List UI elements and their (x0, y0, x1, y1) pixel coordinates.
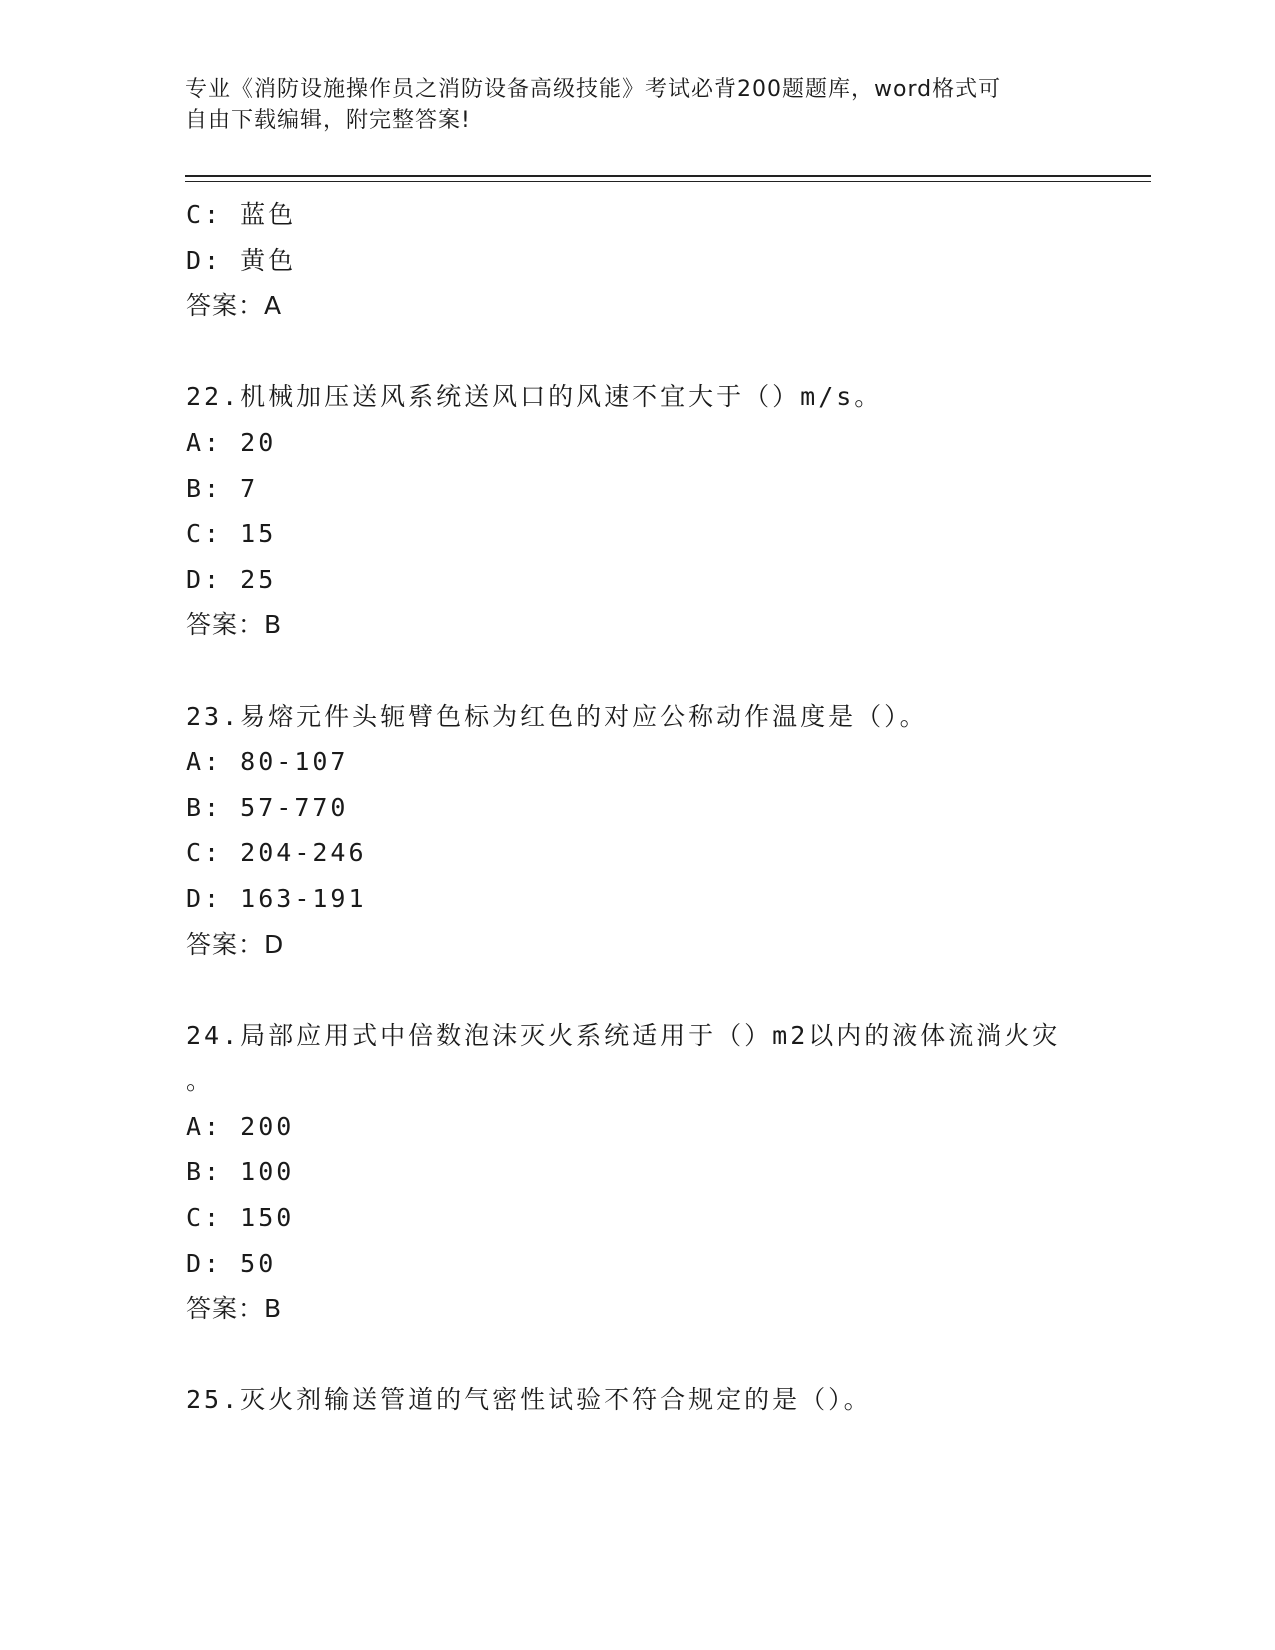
option-d (186, 876, 1146, 922)
option-d (186, 238, 1146, 284)
option-a (186, 420, 1146, 466)
option-b (186, 466, 1146, 512)
answer-line: 答案：A (186, 291, 283, 321)
option-text: 15 (240, 519, 277, 549)
option-text: 163-191 (240, 883, 367, 913)
question-list (186, 192, 1146, 1423)
option-text: 7 (240, 473, 259, 503)
option-label: B: (186, 792, 223, 822)
option-text: 20 (240, 427, 277, 457)
question-stem: 25.灭火剂输送管道的气密性试验不符合规定的是（）。 (186, 1385, 872, 1415)
option-text: 50 (240, 1248, 277, 1278)
spacer (186, 967, 1146, 1013)
option-label: C: (186, 519, 223, 549)
option-a (186, 1104, 1146, 1150)
answer-line: 答案：B (186, 610, 283, 640)
option-text: 蓝色 (240, 200, 297, 229)
option-text: 80-107 (240, 747, 349, 777)
option-d (186, 557, 1146, 603)
option-label: A: (186, 1111, 223, 1141)
option-label: D: (186, 1248, 223, 1278)
option-label: D: (186, 245, 223, 275)
option-c (186, 830, 1146, 876)
option-label: C: (186, 200, 223, 229)
option-c (186, 1195, 1146, 1241)
question-stem: 23.易熔元件头轭臂色标为红色的对应公称动作温度是（）。 (186, 701, 928, 731)
spacer (186, 329, 1146, 375)
header-line-2: 自由下载编辑，附完整答案! (185, 108, 471, 133)
option-label: C: (186, 1203, 223, 1233)
option-c (186, 192, 1146, 238)
spacer (186, 1332, 1146, 1378)
option-b (186, 785, 1146, 831)
document-header (185, 74, 1075, 136)
header-line-1: 专业《消防设施操作员之消防设备高级技能》考试必背200题题库，word格式可 (185, 77, 1002, 102)
question-24 (186, 1013, 1146, 1332)
answer-line: 答案：D (186, 929, 285, 959)
option-c (186, 511, 1146, 557)
option-label: C: (186, 838, 223, 868)
option-b (186, 1149, 1146, 1195)
question-stem: 22.机械加压送风系统送风口的风速不宜大于（）m/s。 (186, 382, 883, 412)
option-text: 57-770 (240, 792, 349, 822)
question-25 (186, 1377, 1146, 1423)
option-label: B: (186, 1157, 223, 1187)
spacer (186, 648, 1146, 694)
option-text: 200 (240, 1111, 295, 1141)
question-21-tail (186, 192, 1146, 329)
option-label: D: (186, 883, 223, 913)
option-text: 25 (240, 564, 277, 594)
question-stem-line-2: 。 (186, 1066, 215, 1096)
option-text: 150 (240, 1203, 295, 1233)
option-text: 黄色 (240, 245, 297, 275)
option-text: 204-246 (240, 838, 367, 868)
option-label: A: (186, 747, 223, 777)
header-rule-thin (185, 181, 1151, 182)
option-a (186, 739, 1146, 785)
answer-line: 答案：B (186, 1294, 283, 1324)
question-stem-line-1: 24.局部应用式中倍数泡沫灭火系统适用于（）m2以内的液体流淌火灾 (186, 1020, 1061, 1050)
question-23 (186, 694, 1146, 968)
header-rule-thick (185, 175, 1151, 177)
option-label: B: (186, 473, 223, 503)
option-text: 100 (240, 1157, 295, 1187)
option-d (186, 1241, 1146, 1287)
option-label: D: (186, 564, 223, 594)
question-22 (186, 374, 1146, 648)
option-label: A: (186, 427, 223, 457)
